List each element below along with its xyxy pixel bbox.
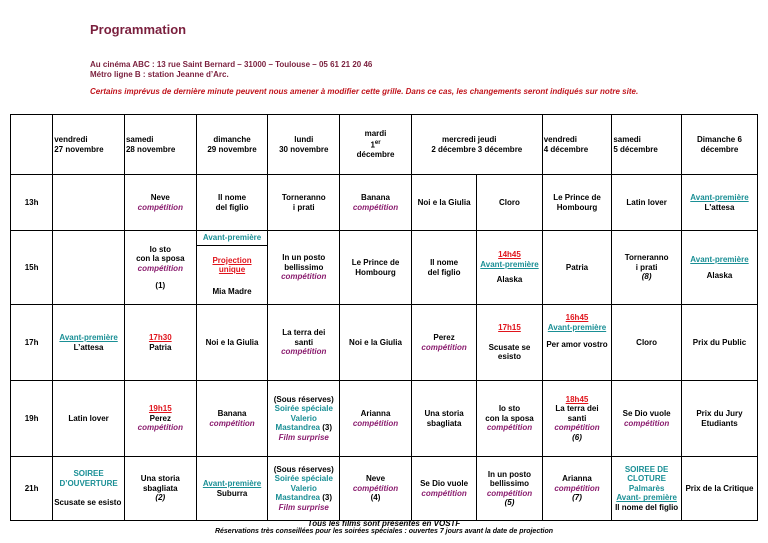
- schedule-cell: Perez compétition: [411, 305, 476, 381]
- schedule-cell: [53, 231, 125, 305]
- time-row-13h: [11, 175, 758, 231]
- schedule-cell: La terra dei santi compétition: [268, 305, 340, 381]
- time-row-17h: [11, 305, 758, 381]
- schedule-cell: Noi e la Giulia: [340, 305, 412, 381]
- day-header: samedi 5 décembre: [612, 115, 682, 175]
- schedule-cell: SOIREE DE CLOTURE Palmarès Avant- première Il nome del figlio: [612, 457, 682, 521]
- schedule-cell: In un posto bellissimo compétition (5): [477, 457, 542, 521]
- day-header: samedi 28 novembre: [124, 115, 196, 175]
- schedule-cell: Cloro: [477, 175, 542, 231]
- time-label: 17h: [11, 305, 53, 381]
- schedule-cell: Se Dio vuole compétition: [411, 457, 476, 521]
- schedule-cell: SOIREE D’OUVERTURE Scusate se esisto: [53, 457, 125, 521]
- schedule-cell: Latin lover: [53, 381, 125, 457]
- schedule-cell: Il nome del figlio: [196, 175, 268, 231]
- schedule-cell: Noi e la Giulia: [196, 305, 268, 381]
- schedule-cell: 16h45 Avant-première Per amor vostro: [542, 305, 612, 381]
- schedule-cell: Arianna compétition (7): [542, 457, 612, 521]
- schedule-cell: Banana compétition: [340, 175, 412, 231]
- schedule-cell: Una storia sbagliata: [411, 381, 476, 457]
- schedule-cell: Neve compétition: [124, 175, 196, 231]
- schedule-cell: Arianna compétition: [340, 381, 412, 457]
- schedule-cell: Le Prince de Hombourg: [542, 175, 612, 231]
- footer-reservations: Réservations très conseillées pour les soirées spéciales : ouvertes 7 jours avant la date de projection: [214, 528, 554, 535]
- schedule-cell: [53, 175, 125, 231]
- time-label: 15h: [11, 231, 53, 305]
- day-header: mercredi: [441, 135, 476, 144]
- schedule-cell: (Sous réserves) Soirée spéciale Valerio Mastandrea (3) Film surprise: [268, 381, 340, 457]
- schedule-cell: Avant-première Alaska: [681, 231, 757, 305]
- schedule-notice: Certains imprévus de dernière minute peuvent nous amener à modifier cette grille. Dans ce cas, les changements seront indiqués sur notre site.: [90, 87, 639, 96]
- day-header: mardi 1er décembre: [340, 115, 412, 175]
- schedule-cell: Avant-première Suburra: [196, 457, 268, 521]
- schedule-cell: Il nome del figlio: [411, 231, 476, 305]
- footer-vostf: Tous les films sont présentés en VOSTF: [307, 519, 461, 528]
- schedule-cell: 17h30 Patria: [124, 305, 196, 381]
- schedule-cell: 19h15 Perez compétition: [124, 381, 196, 457]
- schedule-grid: [10, 114, 758, 521]
- schedule-cell: Avant-première Projection unique Mia Madre: [196, 231, 268, 305]
- schedule-cell: Prix du Jury Etudiants: [681, 381, 757, 457]
- schedule-cell: 14h45 Avant-première Alaska: [477, 231, 542, 305]
- schedule-cell: In un posto bellissimo compétition: [268, 231, 340, 305]
- address-line: Au cinéma ABC : 13 rue Saint Bernard – 31000 – Toulouse – 05 61 21 20 46: [90, 60, 373, 69]
- metro-line: Métro ligne B : station Jeanne d’Arc.: [90, 70, 229, 79]
- day-header: vendredi 27 novembre: [53, 115, 125, 175]
- time-row-21h: [11, 457, 758, 521]
- schedule-cell: Torneranno i prati (8): [612, 231, 682, 305]
- schedule-cell: 18h45 La terra dei santi compétition (6): [542, 381, 612, 457]
- day-header: dimanche 29 novembre: [196, 115, 268, 175]
- page-title: Programmation: [90, 22, 187, 37]
- schedule-cell: Patria: [542, 231, 612, 305]
- day-header-pair: mercredi 2 décembre jeudi 3 décembre: [411, 115, 542, 175]
- schedule-cell: Torneranno i prati: [268, 175, 340, 231]
- day-header: vendredi 4 décembre: [542, 115, 612, 175]
- schedule-cell: Banana compétition: [196, 381, 268, 457]
- time-label: 19h: [11, 381, 53, 457]
- schedule-cell: (Sous réserves) Soirée spéciale Valerio Mastandrea (3) Film surprise: [268, 457, 340, 521]
- day-header: jeudi: [477, 135, 497, 144]
- schedule-cell: Latin lover: [612, 175, 682, 231]
- schedule-cell: Avant-première L'attesa: [681, 175, 757, 231]
- header-row: [11, 115, 758, 175]
- time-label: 21h: [11, 457, 53, 521]
- schedule-cell: Le Prince de Hombourg: [340, 231, 412, 305]
- time-row-19h: [11, 381, 758, 457]
- schedule-cell: Io sto con la sposa compétition (1): [124, 231, 196, 305]
- schedule-cell: Se Dio vuole compétition: [612, 381, 682, 457]
- schedule-cell: Io sto con la sposa compétition: [477, 381, 542, 457]
- day-header: Dimanche 6 décembre: [681, 115, 757, 175]
- schedule-cell: 17h15 Scusate se esisto: [477, 305, 542, 381]
- schedule-cell: Noi e la Giulia: [411, 175, 476, 231]
- time-label: 13h: [11, 175, 53, 231]
- schedule-cell: Neve compétition (4): [340, 457, 412, 521]
- cinema-address: [90, 60, 372, 80]
- corner-cell: [11, 115, 53, 175]
- schedule-cell: Cloro: [612, 305, 682, 381]
- schedule-cell: Prix du Public: [681, 305, 757, 381]
- day-header: lundi 30 novembre: [268, 115, 340, 175]
- time-row-15h: [11, 231, 758, 305]
- schedule-cell: Prix de la Critique: [681, 457, 757, 521]
- schedule-cell: Avant-première L’attesa: [53, 305, 125, 381]
- schedule-cell: Una storia sbagliata (2): [124, 457, 196, 521]
